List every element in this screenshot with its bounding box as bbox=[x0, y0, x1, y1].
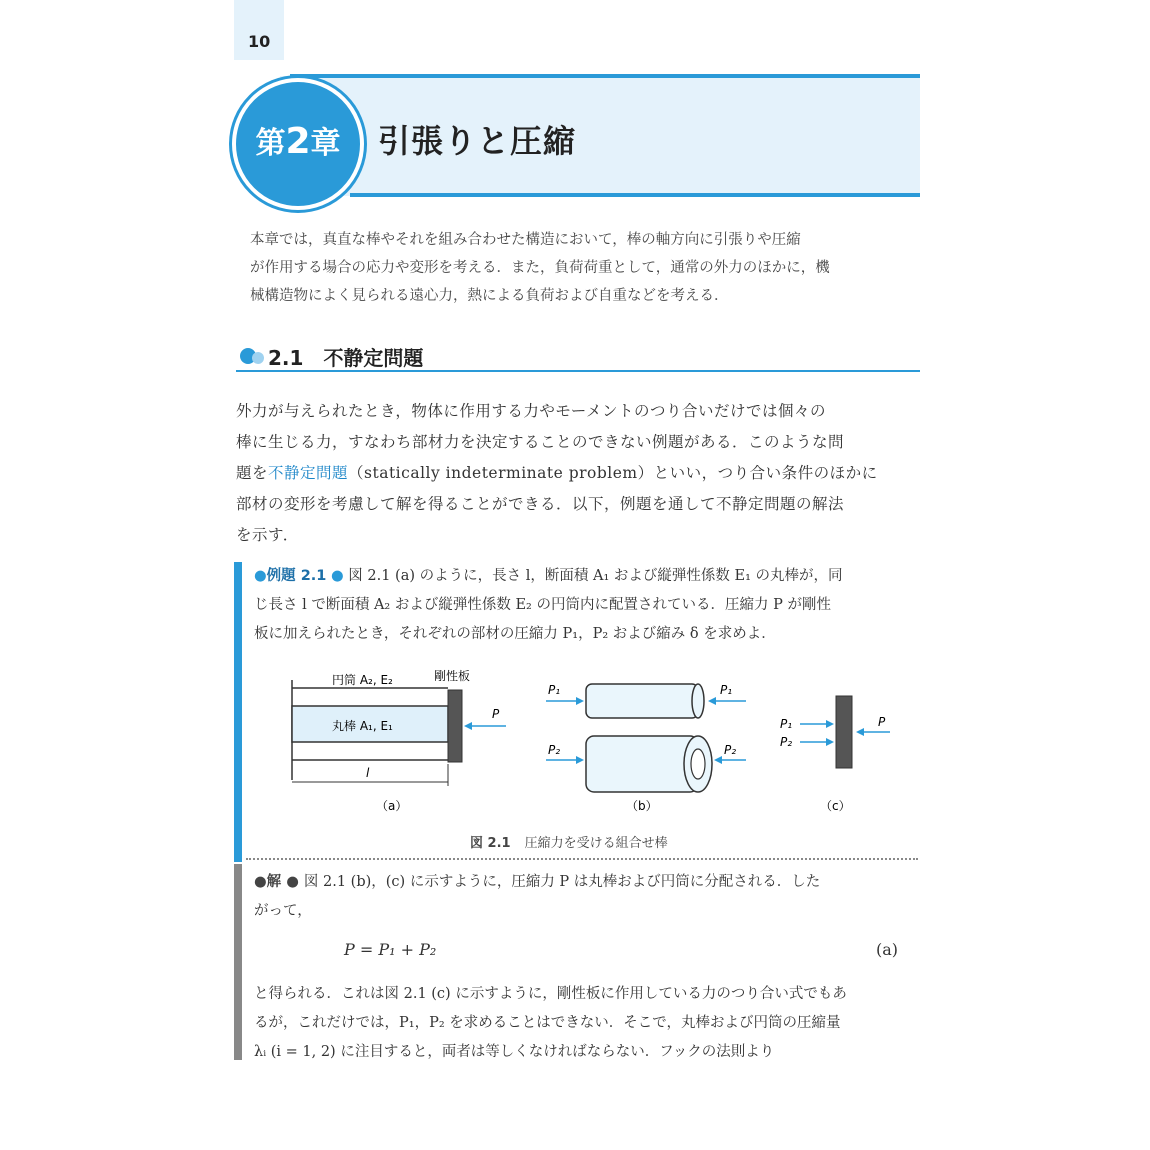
keyword-term: 不静定問題 bbox=[268, 464, 349, 482]
example-line bbox=[254, 562, 918, 591]
figure-b bbox=[546, 683, 746, 813]
bullet-icon: ● bbox=[326, 568, 349, 584]
chapter-rule-bottom bbox=[350, 193, 920, 197]
force-p1-label: P₁ bbox=[780, 717, 793, 731]
body-line: を示す． bbox=[236, 526, 299, 544]
example-text bbox=[254, 562, 918, 649]
example-line: 板に加えられたとき，それぞれの部材の圧縮力 P₁，P₂ および縮み δ を求めよ． bbox=[254, 626, 776, 642]
solution-line bbox=[254, 868, 918, 897]
subfigure-c-label: （c） bbox=[820, 799, 851, 813]
figure-caption bbox=[470, 832, 668, 851]
plate-label: 剛性板 bbox=[434, 669, 471, 683]
figure-2-1 bbox=[270, 660, 910, 830]
page-number: 10 bbox=[248, 32, 271, 51]
solution-text-continued bbox=[254, 980, 918, 1067]
solution-line: と得られる．これは図 2.1 (c) に示すように，剛性板に作用している力のつり合い式でもあ bbox=[254, 986, 847, 1002]
body-line bbox=[236, 458, 918, 489]
length-label: l bbox=[366, 766, 370, 780]
chapter-label bbox=[232, 118, 364, 162]
chapter-title: 引張りと圧縮 bbox=[378, 122, 577, 160]
section-title-text: 不静定問題 bbox=[323, 346, 424, 370]
body-line: 部材の変形を考慮して解を得ることができる．以下，例題を通して不静定問題の解法 bbox=[236, 495, 845, 513]
figure-a bbox=[292, 668, 506, 813]
caption-text: 圧縮力を受ける組合せ棒 bbox=[524, 836, 668, 851]
force-p-label: P bbox=[492, 707, 500, 721]
section-title bbox=[268, 342, 423, 371]
rod-label: 丸棒 A₁, E₁ bbox=[332, 719, 393, 733]
page-tab bbox=[234, 0, 284, 60]
tube-label: 円筒 A₂, E₂ bbox=[332, 673, 393, 687]
chapter-band bbox=[280, 76, 920, 196]
example-heading: 例題 2.1 bbox=[266, 568, 327, 584]
chapter-intro bbox=[250, 226, 910, 310]
body-text: （statically indeterminate problem）といい，つり合い条件のほかに bbox=[348, 464, 878, 482]
body-line: 棒に生じる力，すなわち部材力を決定することのできない例題がある．このような問 bbox=[236, 433, 845, 451]
body-paragraph bbox=[236, 396, 918, 551]
chapter-rule-top bbox=[290, 74, 920, 78]
force-p2-label: P₂ bbox=[548, 743, 561, 757]
subfigure-b-label: （b） bbox=[626, 799, 658, 813]
bullet-icon: ● bbox=[281, 874, 304, 890]
force-p1-label: P₁ bbox=[720, 683, 733, 697]
chapter-label-number: 2 bbox=[285, 121, 311, 162]
section-number: 2.1 bbox=[268, 346, 304, 370]
chapter-label-suffix: 章 bbox=[310, 126, 341, 161]
example-line: じ長さ l で断面積 A₂ および縦弾性係数 E₂ の円筒内に配置されている．圧縮力 P が剛性 bbox=[254, 597, 831, 613]
solution-text bbox=[254, 868, 918, 926]
intro-line: が作用する場合の応力や変形を考える．また，負荷荷重として，通常の外力のほかに，機 bbox=[250, 260, 830, 276]
force-p1-label: P₁ bbox=[548, 683, 561, 697]
figure-c bbox=[780, 696, 890, 813]
bullet-icon: ● bbox=[254, 568, 267, 584]
example-bar bbox=[234, 562, 242, 862]
section-rule bbox=[236, 370, 920, 372]
solution-divider bbox=[246, 858, 918, 860]
solution-line: λᵢ (i = 1, 2) に注目すると，両者は等しくなければならない．フックの法則より bbox=[254, 1044, 775, 1060]
equation-number: (a) bbox=[876, 940, 899, 959]
solution-bar bbox=[234, 864, 242, 1060]
section-bullet-icon-light bbox=[252, 352, 264, 364]
body-text: 題を bbox=[236, 464, 269, 482]
intro-line: 械構造物によく見られる遠心力，熱による負荷および自重などを考える． bbox=[250, 288, 729, 304]
force-p-label: P bbox=[878, 715, 886, 729]
solution-line: がって， bbox=[254, 903, 312, 919]
subfigure-a-label: （a） bbox=[376, 799, 408, 813]
chapter-label-prefix: 第 bbox=[255, 126, 286, 161]
bullet-icon: ● bbox=[254, 874, 267, 890]
force-p2-label: P₂ bbox=[724, 743, 737, 757]
solution-line: るが，これだけでは，P₁，P₂ を求めることはできない．そこで，丸棒および円筒の圧縮量 bbox=[254, 1015, 841, 1031]
intro-line: 本章では，真直な棒やそれを組み合わせた構造において，棒の軸方向に引張りや圧縮 bbox=[250, 232, 801, 248]
example-text-line: 図 2.1 (a) のように，長さ l，断面積 A₁ および縦弾性係数 E₁ の丸棒が，同 bbox=[348, 568, 843, 584]
body-line: 外力が与えられたとき，物体に作用する力やモーメントのつり合いだけでは個々の bbox=[236, 402, 826, 420]
force-p2-label: P₂ bbox=[780, 735, 793, 749]
equation: P = P₁ + P₂ bbox=[344, 940, 437, 959]
solution-text-line: 図 2.1 (b)，(c) に示すように，圧縮力 P は丸棒および円筒に分配される．した bbox=[303, 874, 821, 890]
caption-number: 図 2.1 bbox=[470, 836, 511, 851]
solution-heading: 解 bbox=[266, 874, 282, 890]
